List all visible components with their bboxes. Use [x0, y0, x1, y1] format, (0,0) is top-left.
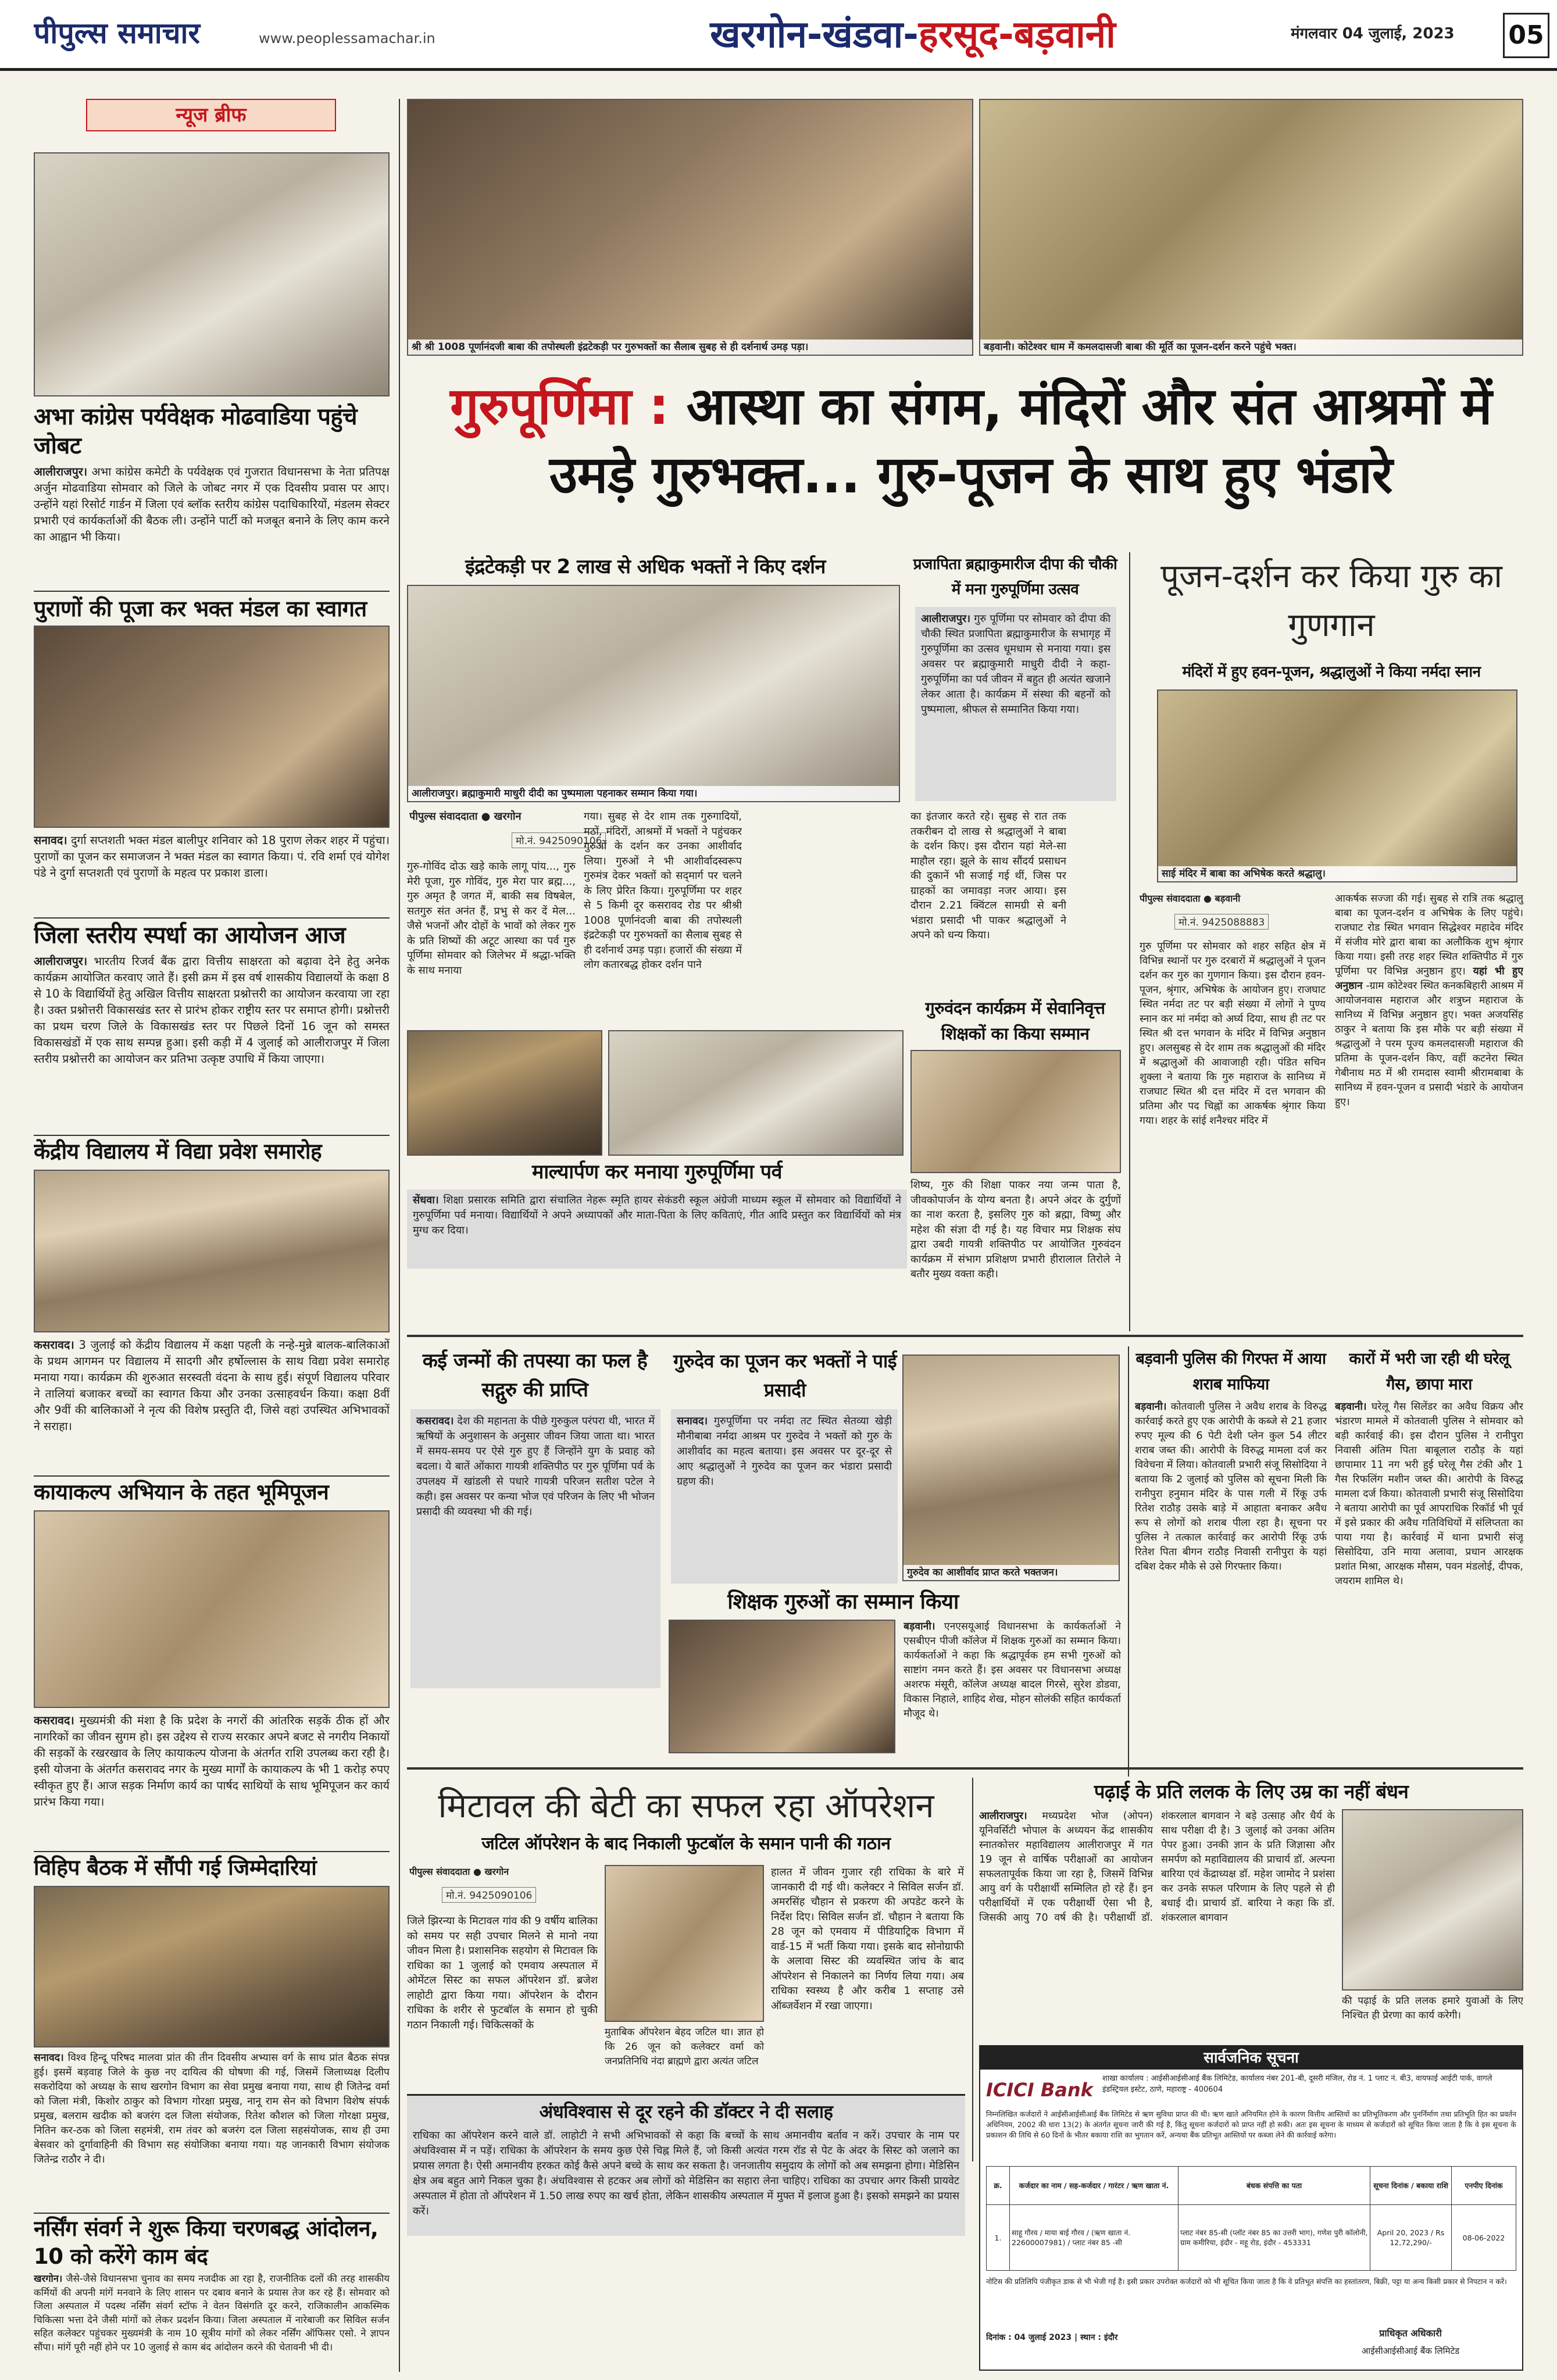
photo-gurudev — [902, 1355, 1120, 1581]
gas-dateline: बड़वानी। — [1335, 1401, 1367, 1413]
main-headline-sep: : — [648, 376, 669, 436]
brahma-headline: प्रजापिता ब्रह्माकुमारीज दीपा की चौकी में मना गुरुपूर्णिमा उत्सव — [913, 556, 1117, 598]
notice-office: शाखा कार्यालय : आईसीआईसीआई बैंक लिमिटेड, कार्यालय नंबर 201-बी, दूसरी मंजिल, रोड नं. 1 प्लाट नं. बी3, वायफाई आईटी पार्क, वागले इंडस्ट्रियल इस्टेट, ठाणे, महाराष्ट्र - 400604 — [1102, 2074, 1492, 2094]
kai-janmon-dateline: कसरावद। — [416, 1415, 454, 1427]
table-header: सूचना दिनांक / बकाया राशि — [1370, 2167, 1452, 2205]
brief-text — [34, 2051, 390, 2211]
column-divider — [972, 1778, 973, 2161]
photo-school-students — [407, 1030, 602, 1156]
gurudev-dateline: सनावद। — [677, 1415, 708, 1427]
brief-dateline: आलीराजपुर। — [34, 955, 88, 968]
photo-indratekdi-crowd — [407, 99, 973, 356]
brief-text — [34, 832, 390, 916]
table-cell: साहू गौरव / माया बाई गौरव / (ऋण खाता नं. 22600007981) / प्लाट नंबर 85 -सी — [1010, 2205, 1179, 2271]
brief-photo-puran — [34, 626, 390, 828]
malya-headline: माल्यार्पण कर मनाया गुरुपूर्णिमा पर्व — [531, 1160, 783, 1184]
news-brief-column — [34, 99, 390, 2372]
brief-photo-bhoomipujan — [34, 1510, 390, 1708]
teachers-old-headline: गुरुवंदन कार्यक्रम में सेवानिवृत्त शिक्षकों का किया सम्मान — [925, 998, 1105, 1044]
divider — [34, 591, 390, 592]
kai-janmon-headline: कई जन्मों की तपस्या का फल है सद्गुरु की प्राप्ति — [422, 1349, 648, 1402]
mobile-number: मो.नं. 9425090106 — [512, 832, 606, 848]
mobile-number: मो.नं. 9425088883 — [1174, 914, 1269, 930]
brief-headline: जिला स्तरीय स्पर्धा का आयोजन आज — [34, 922, 346, 949]
table-cell: 1. — [987, 2205, 1010, 2271]
brief-headline: अभा कांग्रेस पर्यवेक्षक मोढवाडिया पहुंचे जोबट — [34, 403, 358, 459]
gas-text — [1335, 1400, 1523, 1777]
malya-dateline: सेंधवा। — [413, 1194, 439, 1206]
kai-janmon-text — [410, 1409, 660, 1688]
table-header: कर्जदार का नाम / सह-कर्जदार / गारंटर / ऋण खाता नं. — [1010, 2167, 1179, 2205]
notice-table — [986, 2166, 1516, 2271]
paper-logo[interactable]: पीपुल्स समाचार — [34, 16, 200, 50]
padhai-headline: पढ़ाई के प्रति ललक के लिए उम्र का नहीं बंधन — [1094, 1780, 1409, 1803]
photo-exam-hall — [1342, 1809, 1523, 1991]
main-headline-text: आस्था का संगम, मंदिरों और संत आश्रमों में उमड़े गुरुभक्त... गुरु-पूजन के साथ हुए भंडारे — [549, 376, 1492, 505]
notice-signatory: प्राधिकृत अधिकारी — [1379, 2328, 1442, 2339]
public-notice — [979, 2045, 1523, 2371]
pujan-col2b-text: -ग्राम कोटेश्वर स्थित कनकबिहारी आश्रम में आयोजनवास महाराज और शत्रुघ्न महाराज के सानिध्य में विभिन्न अनुष्ठान हुए। भक्त अजयसिंह ठाकुर ने बताया कि इस मौके पर बड़ी संख्या में श्रद्धालुओं ने परम पूज्य कमलदासजी महाराज की प्रतिमा के पूजन-दर्शन किए, वहीं कटनेरा स्थित गेबीनाथ मठ में श्री रामदास स्वामी श्रीरामबाबा के सानिध्य में हवन-पूजन व प्रसादी भंडारे के आयोजन हुए। — [1335, 980, 1523, 1108]
guru-subheadline: इंद्रटेकड़ी पर 2 लाख से अधिक भक्तों ने किए दर्शन — [465, 555, 826, 578]
brief-body: 3 जुलाई को केंद्रीय विद्यालय में कक्षा पहली के नन्हे-मुन्ने बालक-बालिकाओं के प्रथम आगमन पर विद्यालय में सादगी और हर्षोल्लास के साथ विद्या प्रवेश समारोह मनाया गया। कार्यक्रम की शुरुआत सरस्वती वंदना के साथ हुई। संपूर्ण विद्यालय परिवार ने तालियां बजाकर बच्चों का स्वागत किया और उनका उत्साहवर्धन किया। कक्षा 8वीं और 9वीं की बालिकाओं ने नृत्य की विशेष प्रस्तुति दी, जिसे वहां उपस्थित अभिभावकों ने सराहा। — [34, 1338, 390, 1433]
brief-headline: विहिप बैठक में सौंपी गई जिम्मेदारियां — [34, 1855, 317, 1880]
shikshak-body: एनएसयूआई विधानसभा के कार्यकर्ताओं ने एसबीएन पीजी कॉलेज में शिक्षक गुरुओं का सम्मान किया। कार्यकर्ताओं ने कहा कि श्रद्धापूर्वक हम सभी गुरुओं को साष्टांग नमन करते हैं। इस अवसर पर विधानसभा अध्यक्ष अशरफ मंसूरी, कॉलेज अध्यक्ष बादल गिरसे, सुरेश डोडवा, विकास निहाले, शाहिद शेख, मोहन सोलंकी सहित कार्यकर्ता मौजूद थे। — [904, 1621, 1121, 1720]
news-brief-label: न्यूज ब्रीफ — [86, 99, 336, 131]
brief-text — [34, 2272, 390, 2371]
bank-logo: ICICI Bank — [986, 2079, 1093, 2101]
guru-col-1: गुरु-गोविंद दोऊ खड़े काके लागू पांय..., गुरु मेरी पूजा, गुरु गोविंद, गुरु मेरा पार ब्रह्म..., गुरु अमृत है जगत में, बाकी सब विषबेल, सतगुरु संत अनंत हैं, प्रभु से कर दें मेल... जैसे भजनों और दोहों के भावों को लेकर गुरु के प्रति शिष्यों की अटूट आस्था का पर्व गुरु पूर्णिमा सोमवार को जिलेभर में श्रद्धा-भक्ति के साथ मनाया — [407, 860, 576, 977]
pujan-col-2 — [1335, 892, 1523, 1343]
brief-dateline: सनावद। — [34, 2052, 64, 2064]
teachers-old-text: शिष्य, गुरु की शिक्षा पाकर नया जन्म पाता है, जीवकोपार्जन के योग्य बनता है। अपने अंदर के दुर्गुणों का नाश करता है, इसलिए गुरु को ब्रह्मा, विष्णु और महेश की संज्ञा दी गई है। यह विचार मप्र शिक्षक संघ द्वारा उबदी गायत्री शक्तिपीठ पर आयोजित गुरुवंदन कार्यक्रम में संभाग प्रशिक्षण प्रभारी हीरालाल तिरोले ने बतौर मुख्य वक्ता कही। — [910, 1179, 1121, 1280]
police-dateline: बड़वानी। — [1135, 1401, 1167, 1413]
malya-body: शिक्षा प्रसारक समिति द्वारा संचालित नेहरू स्मृति हायर सेकंडरी स्कूल अंग्रेजी माध्यम स्कूल में सोमवार को विद्यार्थियों ने गुरुपूर्णिमा पर्व मनाया। विद्यार्थियों ने अपने अध्यापकों और माता-पिता के लिए कविताएं, गीत आदि प्रस्तुत कर विद्यार्थियों को मंत्र मुग्ध कर दिया। — [413, 1194, 901, 1237]
brief-dateline: सनावद। — [34, 834, 67, 847]
padhai-text — [979, 1809, 1335, 2039]
divider — [34, 1135, 390, 1136]
photo-radhika — [605, 1865, 764, 2022]
section-divider — [407, 1335, 1523, 1337]
gurudev-text — [671, 1409, 898, 1584]
guru-col-3: का इंतजार करते रहे। सुबह से रात तक तकरीबन दो लाख से श्रद्धालुओं ने बाबा के दर्शन किए। इस दौरान यहां मेले-सा माहौल रहा। झूले के साथ सौंदर्य प्रसाधन की दुकानें भी सजाई गई थीं, जिस पर ग्राहकों का जमावड़ा नजर आया। इस दौरान 2.21 क्विंटल सामग्री से बनी भंडारा प्रसादी भी पाकर श्रद्धालुओं ने अपने को धन्य किया। — [910, 810, 1066, 941]
gurudev-body: गुरुपूर्णिमा पर नर्मदा तट स्थित सेतव्या खेड़ी मौनीबाबा नर्मदा आश्रम पर गुरुदेव ने भक्तों को गुरु के आशीर्वाद का महत्व बताया। इस अवसर पर दूर-दूर से आए श्रद्धालुओं ने गुरुदेव का पूजन कर भंडारा प्रसादी ग्रहण की। — [677, 1415, 892, 1488]
pujan-subheadline: मंदिरों में हुए हवन-पूजन, श्रद्धालुओं ने किया नर्मदा स्नान — [1182, 663, 1481, 681]
brief-body: भारतीय रिजर्व बैंक द्वारा वित्तीय साक्षरता को बढ़ावा देने हेतु अनेक कार्यक्रम आयोजित करवाए जाते हैं। इसी क्रम में इस वर्ष शासकीय विद्यालयों के कक्षा 8 से 10 के विद्यार्थियों हेतु अखिल वित्तीय साक्षरता प्रश्नोत्तरी का आयोजन करवाया जा रहा है। उक्त प्रश्नोत्तरी विकासखंड स्तर से प्रारंभ होकर राष्ट्रीय स्तर पर समाप्त होगी। प्रश्नोत्तरी का प्रथम चरण जिले के विकासखंड स्तर पर पिछले दिनों 16 जून को समस्त विकासखंडों में एक साथ सम्पन्न हुआ। इसी कड़ी में 4 जुलाई को आलीराजपुर में जिला स्तरीय प्रश्नोत्तरी का आयोजन कर प्रतिभा उत्कृष्ट उपाधि में किया जाएगा। — [34, 955, 390, 1066]
notice-date-place: दिनांक : 04 जुलाई 2023 | स्थान : इंदौर — [986, 2333, 1118, 2342]
divider — [34, 1851, 390, 1852]
brief-dateline: खरगोन। — [34, 2273, 63, 2284]
mobile-number: मो.नं. 9425090106 — [442, 1887, 536, 1903]
gas-body: घरेलू गैस सिलेंडर का अवैध विक्रय और भंडारण मामले में कोतवाली पुलिस ने सोमवार को बड़ी कार्रवाई की। इस दौरान पुलिस ने रानीपुरा निवासी अंतिम पिता बाबूलाल राठौड़ के यहां छापामार 11 नग भरी हुई घरेलू गैस टंकी और 1 गैस रिफलिंग मशीन जब्त की। आरोपी के विरुद्ध मामला दर्ज किया। कोतवाली प्रभारी संजू सिसोदिया ने बताया आरोपी का पूर्व आपराधिक रिकॉर्ड भी पूर्व में इसे प्रकार की अवैध गतिविधियों में संलिप्तता का पाया गया है। कार्रवाई में थाना प्रभारी संजू सिसोदिया, उनि माया अलावा, प्रधान आरक्षक प्रशांत मिश्रा, आरक्षक मौसम, पवन मंडलोई, दीपक, जयराम शामिल थे। — [1335, 1401, 1523, 1587]
padhai-photo-caption: की पढ़ाई के प्रति ललक हमारे युवाओं के लिए निश्चित ही प्रेरणा का कार्य करेगी। — [1342, 1995, 1523, 2021]
table-row — [987, 2205, 1516, 2271]
brief-text — [34, 1713, 390, 1850]
column-divider — [1129, 552, 1130, 1331]
mitawal-headline: मिटावल की बेटी का सफल रहा ऑपरेशन — [438, 1786, 934, 1825]
police-body: कोतवाली पुलिस ने अवैध शराब के विरुद्ध कार्रवाई करते हुए एक आरोपी के कब्जे से 21 हजार रुपए मूल्य की 6 पेटी देशी प्लेन कुल 54 लीटर शराब जब्त की। आरोपी के विरुद्ध मामला दर्ज कर विवेचना में लिया। कोतवाली प्रभारी संजू सिसोदिया ने बताया कि 2 जुलाई को पुलिस को सूचना मिली कि रानीपुरा हनुमान मंदिर के पास गली में रिंकू उर्फ रितेश राठौड़ उसके बाड़े में आहाता बनाकर अवैध रूप से लोगों को शराब पीला रहा है। सूचना पर पुलिस ने तत्काल कार्रवाई कर आरोपी रिंकू उर्फ रितेश पिता बीगन राठौड़ निवासी रानीपुरा के यहां दबिश देकर मौके से उसे गिरफ्तार किया। — [1135, 1401, 1327, 1573]
photo-caption: गुरुदेव का आशीर्वाद प्राप्त करते भक्तजन। — [904, 1565, 1119, 1580]
gas-headline: कारों में भरी जा रही थी घरेलू गैस, छापा मारा — [1349, 1350, 1509, 1393]
masthead — [0, 0, 1557, 71]
padhai-dateline: आलीराजपुर। — [979, 1810, 1027, 1822]
brief-headline: पुराणों की पूजा कर भक्त मंडल का स्वागत — [34, 596, 367, 621]
police-text — [1135, 1400, 1327, 1777]
brahma-text — [915, 607, 1116, 801]
guru-byline: पीपुल्स संवाददाता ● खरगोन — [409, 810, 522, 823]
shikshak-text — [904, 1620, 1121, 1754]
brahma-body: गुरु पूर्णिमा पर सोमवार को दीपा की चौकी स्थित प्रजापिता ब्रह्माकुमारीज के सभागृह में गुरुपूर्णिमा का उत्सव धूमधाम से मनाया गया। इस अवसर पर ब्रह्माकुमारी माधुरी दीदी ने कहा- गुरुपूर्णिमा का पर्व जीवन में बहुत ही अत्यंत खजाने लेकर आता है। कार्यक्रम में संस्था की बहनों को पुष्पमाला, श्रीफल से सम्मानित किया गया। — [921, 613, 1110, 716]
photo-caption: साई मंदिर में बाबा का अभिषेक करते श्रद्धालु। — [1158, 866, 1516, 881]
brief-body: जैसे-जैसे विधानसभा चुनाव का समय नजदीक आ रहा है, राजनीतिक दलों की तरह शासकीय कर्मियों की अपनी मांगें मनवाने के लिए शासन पर दबाव बनाने के प्रयास तेज कर रहे हैं। सोमवार को जिला अस्पताल में पदस्थ नर्सिंग संवर्ग स्टॉफ ने वेतन विसंगति दूर करने, राजिकालीन आकस्मिक चिकित्सा भत्ता देने जैसी मांगों को लेकर प्रदर्शन किया। जिला अस्पताल में नारेबाजी कर सिविल सर्जन सहित कलेक्टर पहुंचकर मुख्यमंत्री के नाम 10 सूत्रीय मांगों को लेकर नर्सिंग ऑफिसर एसो. ने ज्ञापन सौंपा। मांगें पूरी नहीं होने पर 10 जुलाई से काम बंद आंदोलन करने की चेतावनी भी दी। — [34, 2273, 390, 2353]
mitawal-mobile — [442, 1887, 593, 1904]
brief-text — [34, 1337, 390, 1474]
brief-photo-school — [34, 1170, 390, 1332]
table-cell: April 20, 2023 / Rs 12,72,290/- — [1370, 2205, 1452, 2271]
table-header: एनपीए दिनांक — [1452, 2167, 1516, 2205]
region-title-part2: हरसूद-बड़वानी — [918, 13, 1116, 56]
mitawal-box-headline: अंधविश्वास से दूर रहने की डॉक्टर ने दी सलाह — [539, 2102, 833, 2122]
pujan-mobile — [1174, 914, 1326, 931]
mitawal-photo-caption: मुताबिक ऑपरेशन बेहद जटिल था। ज्ञात हो कि 26 जून को कलेक्टर वर्मा को जनप्रतिनिधि नंदा ब्राह्मणे द्वारा अत्यंत जटिल — [605, 2027, 764, 2067]
notice-title: सार्वजनिक सूचना — [980, 2046, 1522, 2070]
column-divider — [1128, 1346, 1129, 1777]
photo-guruvandan — [910, 1050, 1121, 1173]
mitawal-col-2: हालत में जीवन गुजार रही राधिका के बारे में जानकारी दी गई थी। कलेक्टर ने सिविल सर्जन डॉ. अमरसिंह चौहान से प्रकरण की अपडेट करने के निर्देश दिए। सिविल सर्जन डॉ. चौहान ने बताया कि 28 जून को एमवाय में पीडियाट्रिक विभाग में वार्ड-15 में भर्ती किया गया। इसके बाद सोनोग्राफी के अलावा सिस्ट की व्यवस्थित जांच के बाद ऑपरेशन से निकालने का निर्णय लिया गया। अब राधिका स्वस्थ्य है और करीब 1 सप्ताह उसे ऑब्जर्वेशन में रखा जाएगा। — [771, 1866, 964, 2012]
issue-date: मंगलवार 04 जुलाई, 2023 — [1291, 25, 1455, 42]
brief-headline: कायाकल्प अभियान के तहत भूमिपूजन — [34, 1480, 329, 1505]
photo-caption: बड़वानी। कोटेश्वर धाम में कमलदासजी बाबा की मूर्ति का पूजन-दर्शन करने पहुंचे भक्त। — [980, 340, 1522, 355]
photo-sai-mandir — [1157, 689, 1517, 882]
brief-dateline: कसरावद। — [34, 1714, 74, 1727]
gurudev-headline: गुरुदेव का पूजन कर भक्तों ने पाई प्रसादी — [673, 1350, 897, 1401]
brief-body: मुख्यमंत्री की मंशा है कि प्रदेश के नगरों की आंतरिक सड़कें ठीक हों और नागरिकों का जीवन सुगम हो। इस उद्देश्य से राज्य सरकार अपने बजट से नगरीय निकायों की सड़कों के रखरखाव के लिए कायाकल्प योजना के अंतर्गत राशि उपलब्ध करा रही है। इसी योजना के अंतर्गत कसरावद नगर के मुख्य मार्गों के कायाकल्प के भी 1 करोड़ रुपए स्वीकृत हुए हैं। आज सड़क निर्माण कार्य का पार्षद साथियों के साथ भूमिपूजन कर कार्य प्रारंभ किया गया। — [34, 1714, 390, 1809]
photo-caption: आलीराजपुर। ब्रह्माकुमारी माधुरी दीदी का पुष्पमाला पहनाकर सम्मान किया गया। — [408, 786, 899, 801]
photo-brahmakumari — [407, 585, 900, 802]
brahma-dateline: आलीराजपुर। — [921, 613, 971, 625]
brief-photo-vhp — [34, 1886, 390, 2047]
divider — [34, 1475, 390, 1477]
brief-dateline: आलीराजपुर। — [34, 465, 88, 478]
brief-photo-congress — [34, 152, 390, 396]
kai-janmon-body: देश की महानता के पीछे गुरुकुल परंपरा थी, भारत में ऋषियों के अनुशासन के अनुसार जीवन जिया जाता था। भारत में समय-समय पर ऐसे गुरु हुए हैं जिन्होंने युग के प्रवाह को बदला। ये बातें ओंकारा गायत्री शक्तिपीठ पर गुरु पूर्णिमा पर्व के उपलक्ष्य में खांडली से पधारे गायत्री परिजन सतीश पटेल ने कही। इस अवसर पर कन्या भोज एवं परिजन के लिए भी भोजन प्रसादी की व्यवस्था भी की गई। — [416, 1415, 655, 1518]
website-link[interactable]: www.peoplessamachar.in — [259, 30, 435, 47]
brief-body: दुर्गा सप्तशती भक्त मंडल बालीपुर शनिवार को 18 पुराण लेकर शहर में पहुंचा। पुराणों का पूजन कर समाजजन ने भक्त मंडल का स्वागत किया। पं. रवि शर्मा एवं योगेश पंडे ने दुर्गा सप्तशती एवं पुराणों के महत्व पर प्रकाश डाला। — [34, 834, 390, 880]
mitawal-col-1: जिले झिरन्या के मिटावल गांव की 9 वर्षीय बालिका को समय पर सही उपचार मिलने से मानो नया जीवन मिला है। प्रशासनिक सहयोग से मिटावल कि राधिका का 1 जुलाई को एमवाय अस्पताल में ओमेंटल सिस्ट का सफल ऑपरेशन डॉ. ब्रजेश लाहोटी द्वारा किया गया। ऑपरेशन के दौरान राधिका के शरीर से फुटबॉल के समान हो चुकी गठान निकाली गई। चिकित्सकों के — [407, 1915, 598, 2031]
main-headline — [419, 372, 1523, 512]
table-header-row — [987, 2167, 1516, 2205]
table-header: क्र. — [987, 2167, 1010, 2205]
main-headline-highlight: गुरुपूर्णिमा — [450, 376, 631, 436]
mitawal-byline: पीपुल्स संवाददाता ● खरगोन — [409, 1866, 509, 1877]
guru-col-2: गया। सुबह से देर शाम तक गुरुगादियों, मठों, मंदिरों, आश्रमों में भक्तों ने पहुंचकर गुरुओं के दर्शन कर उनका आशीर्वाद लिया। गुरुओं ने भी आशीर्वादस्वरूप गुरुमंत्र देकर भक्तों को सद्‌मार्ग पर चलने के लिए प्रेरित किया। गुरुपूर्णिमा पर शहर से 5 किमी दूर कसरावद रोड पर श्रीश्री 1008 पूर्णानंदजी बाबा की तपोस्थली इंद्रटेकड़ी पर गुरुभक्तों का सैलाब सुबह से ही दर्शनार्थ उमड़ पड़ा। हजारों की संख्या में लोग कतारबद्ध होकर दर्शन पाने — [584, 810, 742, 971]
mitawal-box-text: राधिका का ऑपरेशन करने वाले डॉ. लाहोटी ने सभी अभिभावकों से कहा कि बच्चों के साथ अमानवीय बर्ताव न करें। उपचार के नाम पर अंधविश्वास में न पड़ें। राधिका के ऑपरेशन के समय कुछ ऐसे चिह्न मिले हैं, जो किसी अत्यंत गरम रॉड से पेट के अंदर के सिस्ट को जलाने का प्रयास लगता है। ऐसी अमानवीय हरकत कोई कैसे अपने बच्चे के साथ कर सकता है। जनजातीय समुदाय के लोगों को अब समझना होगा। मेडिसिन क्षेत्र अब बहुत आगे निकल चुका है। अंधविश्वास से हटकर अब लोगों को मेडिसिन का सहारा लेना चाहिए। राधिका का उपचार अगर किसी प्रायवेट अस्पताल में होता तो ऑपरेशन में 1.50 लाख रुपए का खर्च होता, लेकिन शासकीय अस्पताल में मुफ्त में इलाज हुआ है। इसको समझने का प्रयास करें। — [413, 2129, 959, 2217]
photo-school-event — [608, 1030, 904, 1156]
pujan-col-1: गुरु पूर्णिमा पर सोमवार को शहर सहित क्षेत्र में विभिन्न स्थानों पर गुरु दरबारों में श्रद्धालुओं ने पूजन दर्शन कर गुरु का गुणगान किया। इस दौरान हवन-पूजन, श्रृंगार, अभिषेक के आयोजन हुए। राजघाट स्थित नर्मदा तट पर बड़ी संख्या में लोगों ने पुण्य स्नान कर मां नर्मदा को अर्घ्य दिया, साथ ही तट पर स्थित श्री दत्त भगवान के मंदिर में विभिन्न अनुष्ठान हुए। अलसुबह से देर शाम तक श्रद्धालुओं की मंदिर में श्रद्धालुओं की आवाजाही रही। पंडित सचिन शुक्ला ने बताया कि गुरु महाराज के सानिध्य में राजघाट स्थित श्री दत्त मंदिर में दत्त भगवान की प्रतिमा और पद चिह्नों का आकर्षक श्रृंगार किया गया। शहर के सांई शनैश्चर मंदिर में — [1140, 941, 1326, 1127]
section-divider — [407, 1767, 1523, 1770]
brief-dateline: कसरावद। — [34, 1338, 74, 1352]
malya-text — [407, 1189, 907, 1268]
photo-shikshak — [669, 1620, 895, 1753]
brief-text — [34, 464, 390, 587]
brief-body: विश्व हिन्दू परिषद मालवा प्रांत की तीन दिवसीय अभ्यास वर्ग के साथ प्रांत बैठक संपन्न हुई। इसमें बड़वाह जिले के कुछ नए दायित्व की घोषणा की गई, जिसमें जिलाध्यक्ष दिलीप सकरोदिया को अध्यक्ष के साथ खरगोन विभाग का सेवा प्रमुख बनाया गया, साथ ही जितेन्द्र वर्मा को जिला मंत्री, किशोर ठाकुर को विभाग गोरक्षा प्रमुख, नानू राम सेन को विभाग विशेष संपर्क प्रमुख, बलराम खदीक को बजरंग दल जिला संयोजक, रितेश कौशल को जिला गोरक्षा प्रमुख, नितिन कर-ठक को जिला सहमंत्री, राम तंवर को बजरंग दल जिला सहसंयोजक, साथ ही उमा बेसवार को दुर्गावाहिनी की विभाग सह संयोजिका बनाया गया। यह जानकारी विभाग संयोजक जितेन्द्र राठौर ने दी। — [34, 2052, 390, 2165]
divider — [34, 917, 390, 919]
shikshak-dateline: बड़वानी। — [904, 1621, 935, 1632]
brief-body: अभा कांग्रेस कमेटी के पर्यवेक्षक एवं गुजरात विधानसभा के नेता प्रतिपक्ष अर्जुन मोढवाडिया सोमवार को जिले के जोबट नगर में एक दिवसीय प्रवास पर आए। उन्होंने यहां रिसोर्ट गार्डन में जिला एवं ब्लॉक स्तरीय कांग्रेस पदाधिकारियों, मंडलम सेक्टर प्रभारी एवं कार्यकर्ताओं की बैठक ली। उन्होंने पार्टी को मजबूत बनाने के लिए काम करने का आह्वान भी किया। — [34, 465, 390, 544]
photo-koteshwar — [979, 99, 1523, 356]
table-header: बंधक संपत्ति का पता — [1179, 2167, 1370, 2205]
table-cell: प्लाट नंबर 85-सी (प्लॉट नंबर 85 का उत्तरी भाग), गणेश पुरी कॉलोनी, ग्राम कमीरिया, इंदौर - महू रोड, इंदौर - 453331 — [1179, 2205, 1370, 2271]
notice-foot: नोटिस की प्रतिलिपि पंजीकृत डाक से भी भेजी गई है। इसी प्रकार उपरोक्त कर्जदारों को भी सूचित किया जाता है कि वे प्रतिभूत संपत्ति का हस्तांतरण, बिक्री, पट्टा या अन्य किसी प्रकार से निपटान न करें। — [986, 2277, 1507, 2286]
region-title-part1: खरगोन-खंडवा- — [710, 13, 919, 56]
brief-text — [34, 953, 390, 1134]
notice-para: निम्नलिखित कर्जदारों ने आईसीआईसीआई बैंक लिमिटेड से ऋण सुविधा प्राप्त की थी। ऋण खाते अनियमित होने के कारण वित्तीय आस्तियों का प्रतिभूतिकरण और पुनर्निर्माण तथा प्रतिभूति हित का प्रवर्तन अधिनियम, 2002 की धारा 13(2) के अंतर्गत सूचना जारी की गई है, किंतु सूचना कर्जदारों को प्राप्त नहीं हो सकी। अतः इस सूचना के माध्यम से कर्जदारों को सूचित किया जाता है कि वे इस सूचना के प्रकाशन की तिथि से 60 दिनों के भीतर बकाया राशि का भुगतान करें, अन्यथा बैंक प्रतिभूत आस्तियों पर कब्जा लेने की कार्रवाई करेगा। — [986, 2110, 1516, 2139]
brief-headline: केंद्रीय विद्यालय में विद्या प्रवेश समारोह — [34, 1139, 322, 1164]
mitawal-subheadline: जटिल ऑपरेशन के बाद निकाली फुटबॉल के समान पानी की गठान — [481, 1834, 891, 1854]
notice-signatory-org: आईसीआईसीआई बैंक लिमिटेड — [1361, 2346, 1460, 2356]
divider — [34, 2213, 390, 2214]
pujan-headline: पूजन-दर्शन कर किया गुरु का गुणगान — [1160, 558, 1502, 644]
padhai-body: मध्यप्रदेश भोज (ओपन) यूनिवर्सिटी भोपाल के अध्ययन केंद्र शासकीय स्नातकोत्तर महाविद्यालय आलीराजपुर में गत 19 जून से वार्षिक परीक्षाओं का आयोजन सफलतापूर्वक किया जा रहा है, जिसमें विभिन्न आयु वर्ग के परीक्षार्थी सम्मिलित हो रहे हैं। इन परीक्षार्थियों में एक परीक्षार्थी ऐसा भी है, जिसकी आयु 70 वर्ष की है। परीक्षार्थी डॉ. शंकरलाल बागवान ने बड़े उत्साह और धैर्य के साथ परीक्षा दी है। 3 जुलाई को उनका अंतिम पेपर हुआ। उनकी ज्ञान के प्रति जिज्ञासा और समर्पण को महाविद्यालय की प्राचार्य डॉ. अल्पना बारिया एवं केंद्राध्यक्ष डॉ. महेश जामोद ने प्रशंसा कर उनके सफल परिणाम के लिए पहले से ही बधाई दी। प्राचार्य डॉ. बारिया ने कहा कि डॉ. शंकरलाल बागवान — [979, 1810, 1335, 1924]
brief-headline: नर्सिंग संवर्ग ने शुरू किया चरणबद्ध आंदोलन, 10 को करेंगे काम बंद — [34, 2216, 378, 2269]
police-headline: बड़वानी पुलिस की गिरफ्त में आया शराब माफिया — [1135, 1350, 1326, 1393]
pujan-byline: पीपुल्स संवाददाता ● बड़वानी — [1140, 893, 1241, 904]
pujan-sub2: यहां भी हुए अनुष्ठान — [1335, 966, 1523, 992]
photo-caption: श्री श्री 1008 पूर्णानंदजी बाबा की तपोस्थली इंद्रटेकड़ी पर गुरुभक्तों का सैलाब सुबह से ही दर्शनार्थ उमड़ पड़ा। — [408, 340, 972, 355]
pujan-col2-text: आकर्षक सज्जा की गई। सुबह से रात्रि तक श्रद्धालु बाबा का पूजन-दर्शन व अभिषेक के लिए पहुंचे। राजघाट रोड स्थित भगवान सिद्धेश्वर महादेव मंदिर में संजीव मोरे द्वारा बाबा का अलौकिक शुभ श्रृंगार किया गया। इसी तरह शहर स्थित शक्तिपीठ में गुरु पूर्णिमा पर विभिन्न अनुष्ठान हुए। — [1335, 893, 1523, 977]
table-cell: 08-06-2022 — [1452, 2205, 1516, 2271]
region-title — [593, 6, 1233, 64]
mitawal-box — [407, 2094, 965, 2236]
column-divider — [399, 99, 400, 2372]
page-number: 05 — [1503, 13, 1549, 58]
shikshak-headline: शिक्षक गुरुओं का सम्मान किया — [727, 1590, 959, 1614]
